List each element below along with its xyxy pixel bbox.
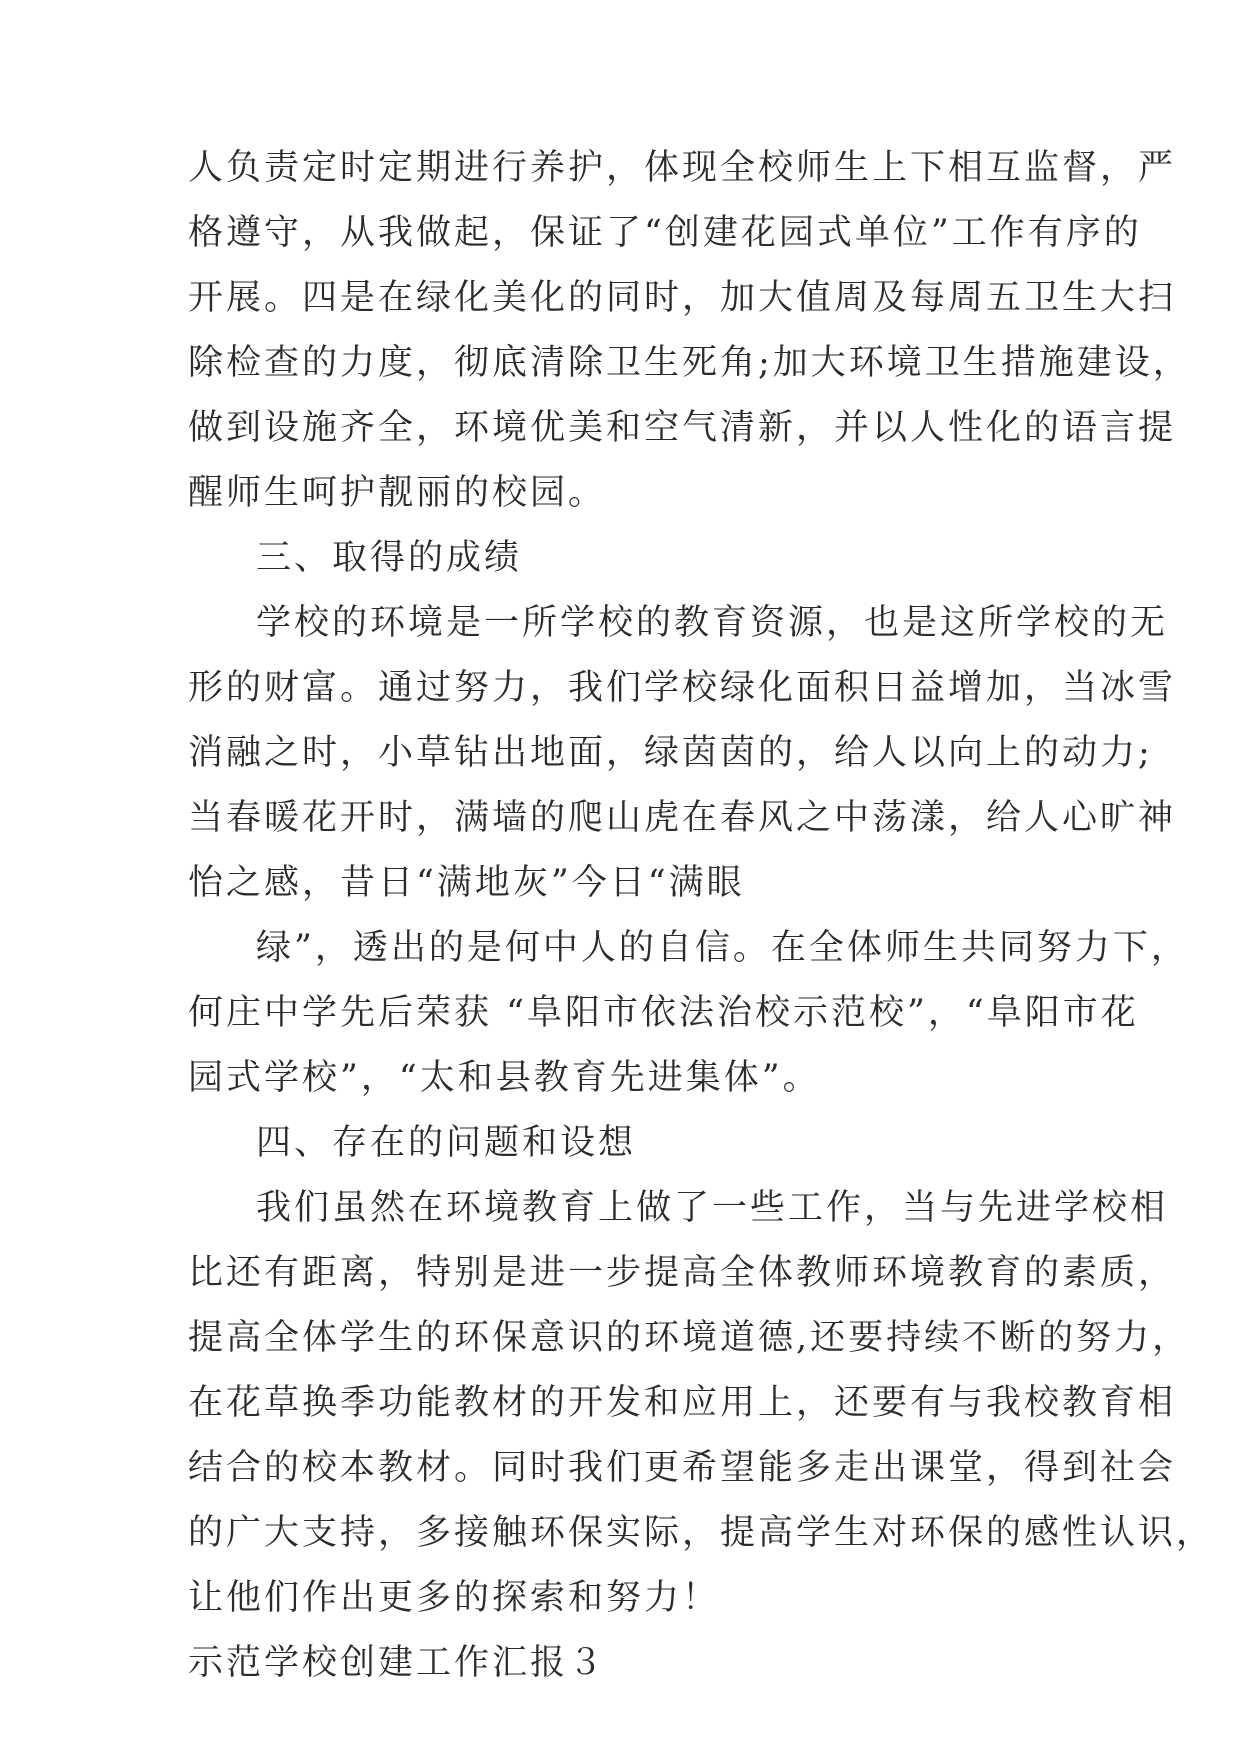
section-heading: 四、存在的问题和设想 — [256, 1123, 637, 1163]
body-text-line: 比还有距离，特别是进一步提高全体教师环境教育的素质， — [188, 1253, 1177, 1293]
body-text-line: 的广大支持，多接触环保实际，提高学生对环保的感性认识， — [188, 1513, 1215, 1553]
body-text-line: 除检查的力度，彻底清除卫生死角;加大环境卫生措施建设， — [188, 343, 1191, 383]
body-text-line: 何庄中学先后荣获 “阜阳市依法治校示范校”，“阜阳市花 — [188, 993, 1139, 1033]
body-text-line: 消融之时，小草钻出地面，绿茵茵的，给人以向上的动力; — [188, 733, 1153, 773]
body-text-line: 学校的环境是一所学校的教育资源，也是这所学校的无 — [256, 603, 1169, 643]
body-text-line: 开展。四是在绿化美化的同时，加大值周及每周五卫生大扫 — [188, 278, 1177, 318]
body-text-line: 醒师生呵护靓丽的校园。 — [188, 473, 607, 513]
body-text-line: 提高全体学生的环保意识的环境道德,还要持续不断的努力， — [188, 1318, 1191, 1358]
body-text-line: 绿”，透出的是何中人的自信。在全体师生共同努力下， — [256, 928, 1189, 968]
body-text-line: 结合的校本教材。同时我们更希望能多走出课堂，得到社会 — [188, 1448, 1177, 1488]
body-text-line: 让他们作出更多的探索和努力！ — [188, 1578, 721, 1618]
body-text-line: 在花草换季功能教材的开发和应用上，还要有与我校教育相 — [188, 1383, 1177, 1423]
document-title-line: 示范学校创建工作汇报３ — [188, 1643, 607, 1683]
body-text-line: 园式学校”，“太和县教育先进集体”。 — [188, 1058, 821, 1098]
section-heading: 三、取得的成绩 — [256, 538, 523, 578]
body-text-line: 做到设施齐全，环境优美和空气清新，并以人性化的语言提 — [188, 408, 1177, 448]
body-text-line: 怡之感，昔日“满地灰”今日“满眼 — [188, 863, 745, 903]
body-text-line: 当春暖花开时，满墙的爬山虎在春风之中荡漾，给人心旷神 — [188, 798, 1177, 838]
body-text-line: 我们虽然在环境教育上做了一些工作，当与先进学校相 — [256, 1188, 1169, 1228]
body-text-line: 格遵守，从我做起，保证了“创建花园式单位”工作有序的 — [188, 213, 1142, 253]
body-text-line: 形的财富。通过努力，我们学校绿化面积日益增加，当冰雪 — [188, 668, 1177, 708]
body-text-line: 人负责定时定期进行养护，体现全校师生上下相互监督，严 — [188, 148, 1177, 188]
